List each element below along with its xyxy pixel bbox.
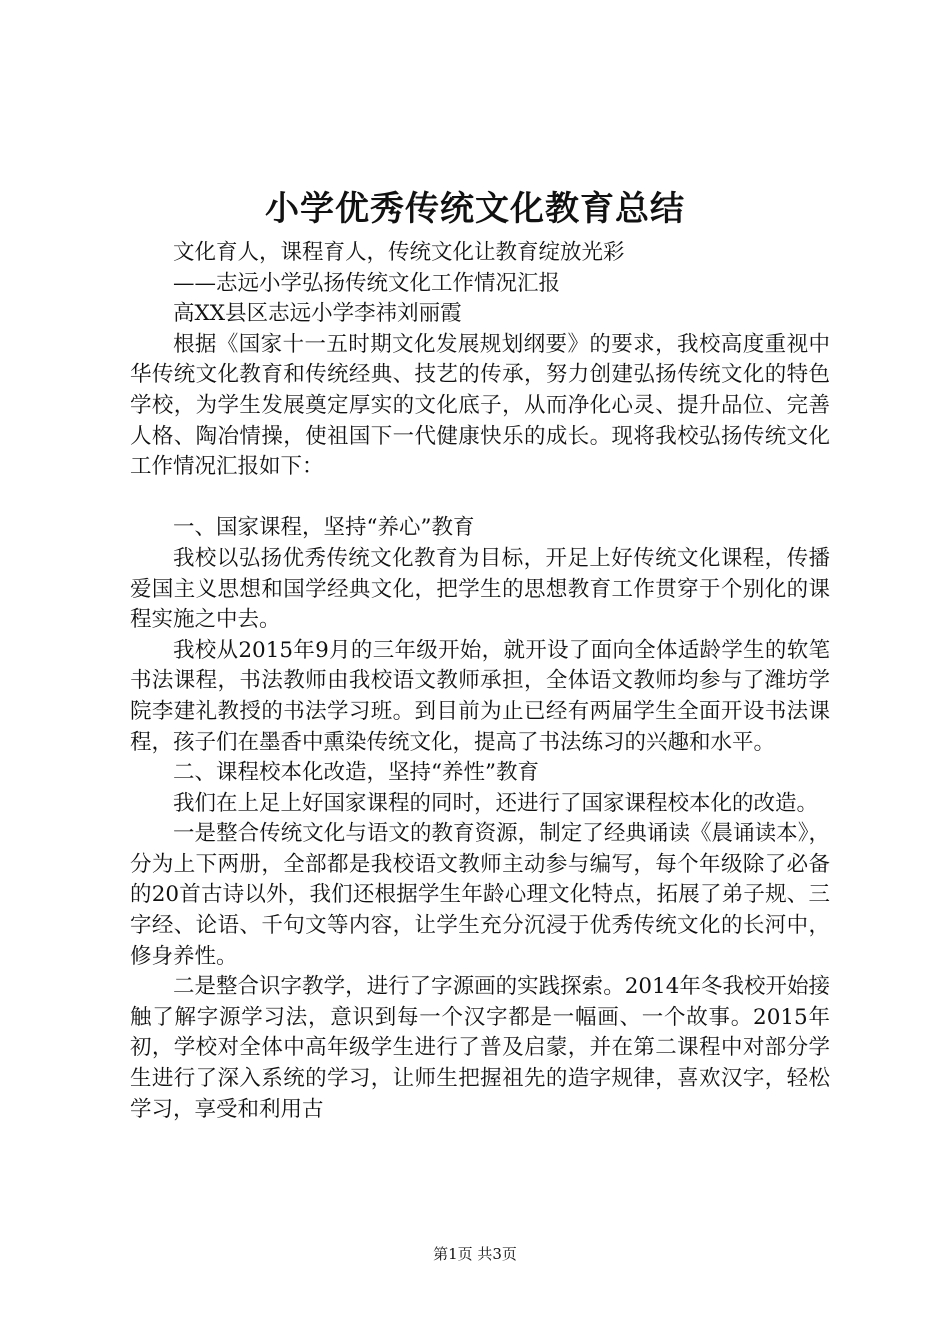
paragraph: 我校以弘扬优秀传统文化教育为目标，开足上好传统文化课程，传播爱国主义思想和国学经典文化，把学生的思想教育工作贯穿于个别化的课程实施之中去。 — [130, 545, 830, 633]
author-line: 高XX县区志远小学李祎刘丽霞 — [173, 301, 462, 327]
section-heading: 一、国家课程，坚持“养心”教育 — [173, 515, 475, 541]
document-body — [130, 238, 830, 1125]
document-title: 小学优秀传统文化教育总结 — [265, 189, 685, 229]
paragraph: 我校从2015年9月的三年级开始，就开设了面向全体适龄学生的软笔书法课程，书法教师由我校语文教师承担，全体语文教师均参与了潍坊学院李建礼教授的书法学习班。到目前为止已经有两届学生全面开设书法课程，孩子们在墨香中熏染传统文化，提高了书法练习的兴趣和水平。 — [130, 637, 830, 755]
page-footer: 第1页 共3页 — [433, 1245, 517, 1263]
subtitle-line: 文化育人，课程育人，传统文化让教育绽放光彩 — [173, 240, 625, 265]
paragraph: 根据《国家十一五时期文化发展规划纲要》的要求，我校高度重视中华传统文化教育和传统经典、技艺的传承，努力创建弘扬传统文化的特色学校，为学生发展奠定厚实的文化底子，从而净化心灵、提升品位、完善人格、陶冶情操，使祖国下一代健康快乐的成长。现将我校弘扬传统文化工作情况汇报如下： — [130, 331, 830, 480]
paragraph: 一是整合传统文化与语文的教育资源，制定了经典诵读《晨诵读本》，分为上下两册，全部都是我校语文教师主动参与编写，每个年级除了必备的20首古诗以外，我们还根据学生年龄心理文化特点，拓展了弟子规、三字经、论语、千句文等内容，让学生充分沉浸于优秀传统文化的长河中，修身养性。 — [130, 821, 830, 969]
paragraph: 二是整合识字教学，进行了字源画的实践探索。2014年冬我校开始接触了解字源学习法，意识到每一个汉字都是一幅画、一个故事。2015年初，学校对全体中高年级学生进行了普及启蒙，并在第二课程中对部分学生进行了深入系统的学习，让师生把握祖先的造字规律，喜欢汉字，轻松学习，享受和利用古 — [130, 974, 830, 1122]
subtitle-line-2: ——志远小学弘扬传统文化工作情况汇报 — [173, 270, 561, 296]
paragraph: 我们在上足上好国家课程的同时，还进行了国家课程校本化的改造。 — [173, 790, 819, 816]
section-heading: 二、课程校本化改造，坚持“养性”教育 — [173, 760, 539, 786]
